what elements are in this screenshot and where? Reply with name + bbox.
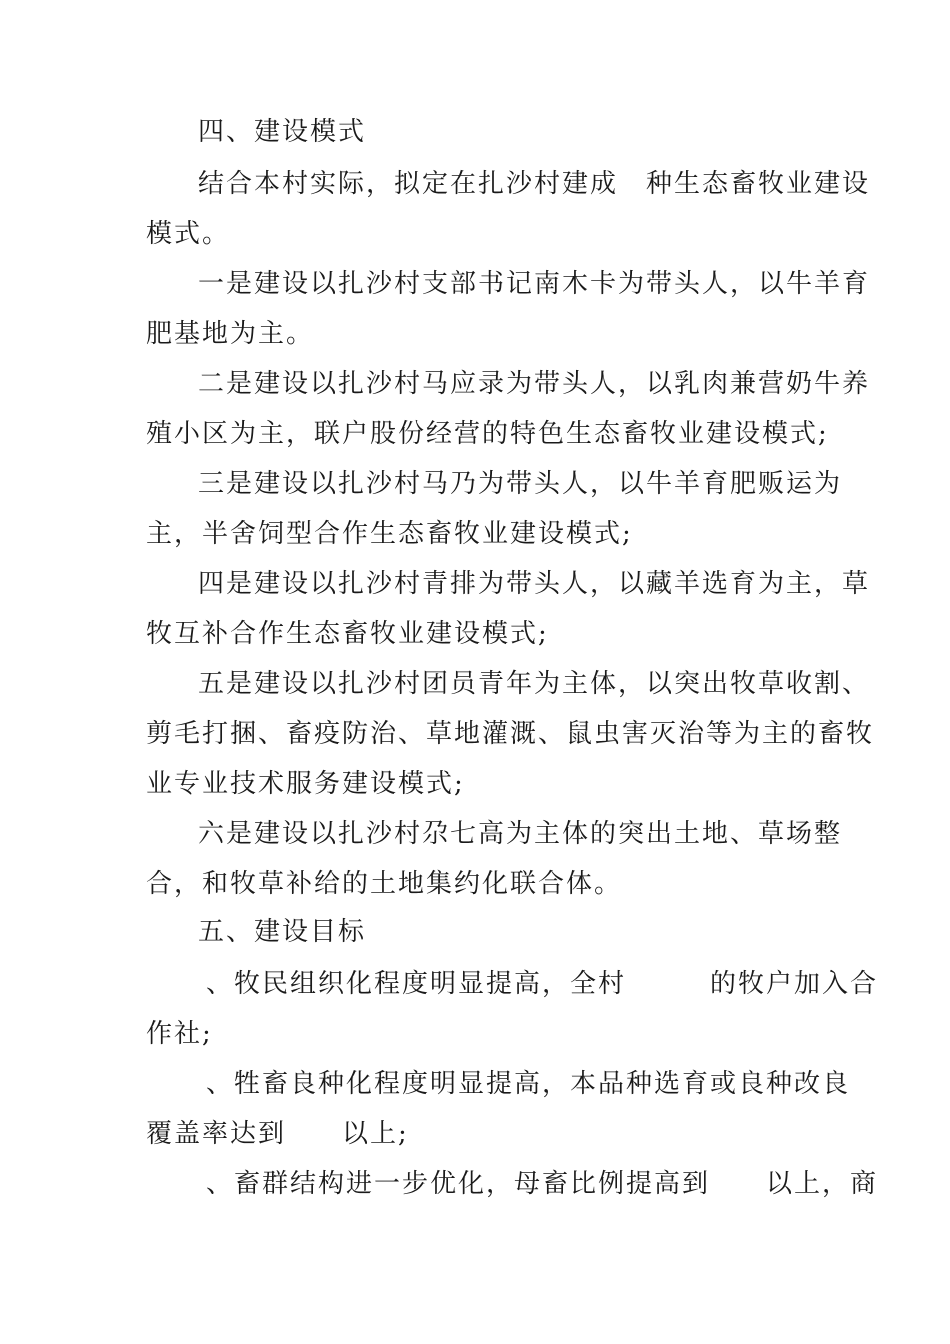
paragraph-line: 殖小区为主，联户股份经营的特色生态畜牧业建设模式; xyxy=(146,419,829,449)
paragraph-line: 二是建设以扎沙村马应录为带头人，以乳肉兼营奶牛养 xyxy=(198,369,871,399)
paragraph-line: 作社; xyxy=(146,1019,213,1049)
paragraph-line: 主，半舍饲型合作生态畜牧业建设模式; xyxy=(146,519,633,549)
paragraph-line: 模式。 xyxy=(146,219,231,249)
paragraph-line: 牧互补合作生态畜牧业建设模式; xyxy=(146,619,549,649)
paragraph-line: 六是建设以扎沙村尕七高为主体的突出土地、草场整 xyxy=(198,819,843,849)
paragraph-line: 剪毛打捆、畜疫防治、草地灌溉、鼠虫害灭治等为主的畜牧 xyxy=(146,719,875,749)
paragraph-line: 覆盖率达到 以上; xyxy=(146,1119,409,1149)
paragraph-line: 四是建设以扎沙村青排为带头人，以藏羊选育为主，草 xyxy=(198,569,871,599)
paragraph-line: 合，和牧草补给的土地集约化联合体。 xyxy=(146,869,623,899)
paragraph-line: 五是建设以扎沙村团员青年为主体，以突出牧草收割、 xyxy=(198,669,871,699)
paragraph-line: 、畜群结构进一步优化，母畜比例提高到 以上，商 xyxy=(206,1169,879,1199)
paragraph-line: 肥基地为主。 xyxy=(146,319,315,349)
paragraph-line: 、牧民组织化程度明显提高，全村 的牧户加入合 xyxy=(206,969,879,999)
section-heading-construction-goals: 五、建设目标 xyxy=(198,917,367,947)
paragraph-line: 结合本村实际，拟定在扎沙村建成 种生态畜牧业建设 xyxy=(198,169,871,199)
paragraph-line: 、牲畜良种化程度明显提高，本品种选育或良种改良 xyxy=(206,1069,851,1099)
section-heading-construction-model: 四、建设模式 xyxy=(198,117,367,147)
paragraph-line: 一是建设以扎沙村支部书记南木卡为带头人，以牛羊育 xyxy=(198,269,871,299)
paragraph-line: 业专业技术服务建设模式; xyxy=(146,769,465,799)
paragraph-line: 三是建设以扎沙村马乃为带头人，以牛羊育肥贩运为 xyxy=(198,469,843,499)
